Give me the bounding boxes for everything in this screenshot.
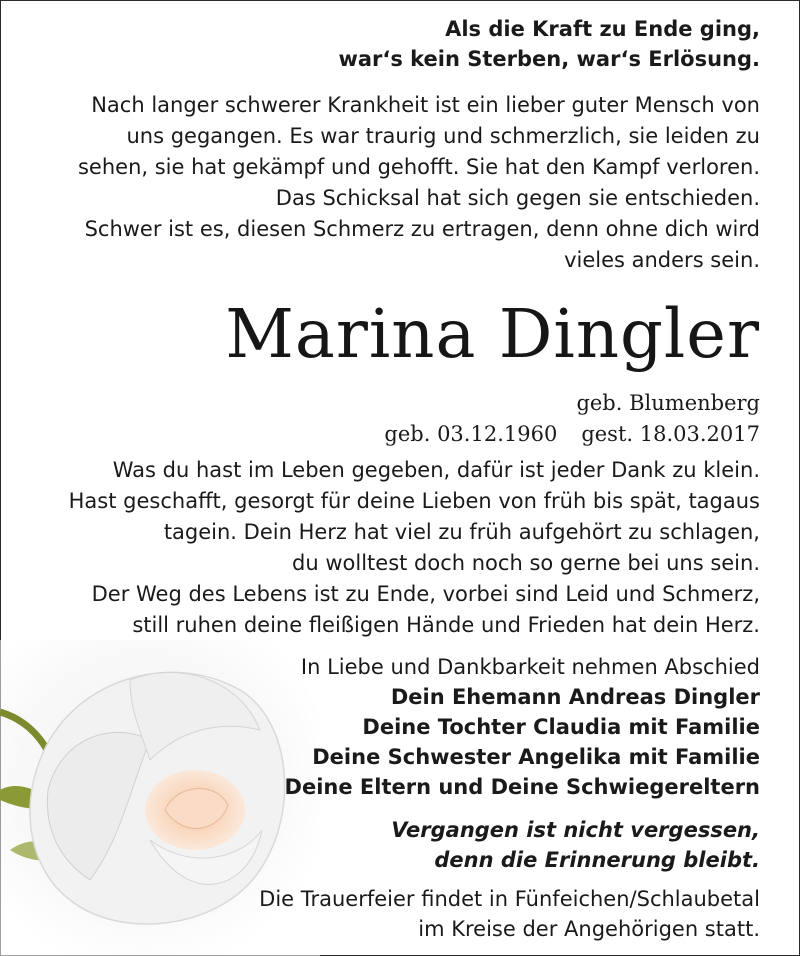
service-line: im Kreise der Angehörigen statt. [418,917,760,941]
quote-line: Vergangen ist nicht vergessen, [391,818,760,842]
mourner: Dein Ehemann Andreas Dingler [390,685,760,709]
poem-line: still ruhen deine fleißigen Hände und Frieden hat dein Herz. [132,613,760,637]
death-date: gest. 18.03.2017 [581,422,760,446]
poem-line: du wolltest doch noch so gerne bei uns sein. [292,551,760,575]
intro-line: vieles anders sein. [564,248,760,272]
poem-line: Der Weg des Lebens ist zu Ende, vorbei sind Leid und Schmerz, [91,582,760,606]
funeral-notice [259,884,760,944]
motto-line: war‘s kein Sterben, war‘s Erlösung. [338,47,760,71]
motto [338,14,760,74]
intro-line: Das Schicksal hat sich gegen sie entschieden. [275,186,760,210]
service-line: Die Trauerfeier findet in Fünfeichen/Schlaubetal [259,887,760,911]
motto-line: Als die Kraft zu Ende ging, [445,17,760,41]
life-dates [384,419,760,450]
deceased-details [384,388,760,450]
closing-quote [391,815,760,875]
intro-line: Schwer ist es, diesen Schmerz zu ertragen, denn ohne dich wird [84,217,760,241]
poem [69,455,760,641]
farewell-intro: In Liebe und Dankbarkeit nehmen Abschied [300,655,760,679]
mourner: Deine Tochter Claudia mit Familie [362,715,760,739]
birth-date: geb. 03.12.1960 [384,422,558,446]
intro-line: sehen, sie hat gekämpf und gehofft. Sie hat den Kampf verloren. [77,155,760,179]
intro-line: Nach langer schwerer Krankheit ist ein lieber guter Mensch von [91,93,760,117]
poem-line: Hast geschafft, gesorgt für deine Lieben von früh bis spät, tagaus [68,489,760,513]
intro-line: uns gegangen. Es war traurig und schmerzlich, sie leiden zu [126,124,760,148]
deceased-name: Marina Dingler [225,295,760,373]
farewell [285,652,760,802]
maiden-name: geb. Blumenberg [576,391,760,415]
mourner: Deine Eltern und Deine Schwiegereltern [284,775,760,799]
mourner: Deine Schwester Angelika mit Familie [312,745,760,769]
intro-text [78,90,760,276]
poem-line: Was du hast im Leben gegeben, dafür ist jeder Dank zu klein. [112,458,760,482]
quote-line: denn die Erinnerung bleibt. [434,848,760,872]
poem-line: tagein. Dein Herz hat viel zu früh aufgehört zu schlagen, [163,520,760,544]
